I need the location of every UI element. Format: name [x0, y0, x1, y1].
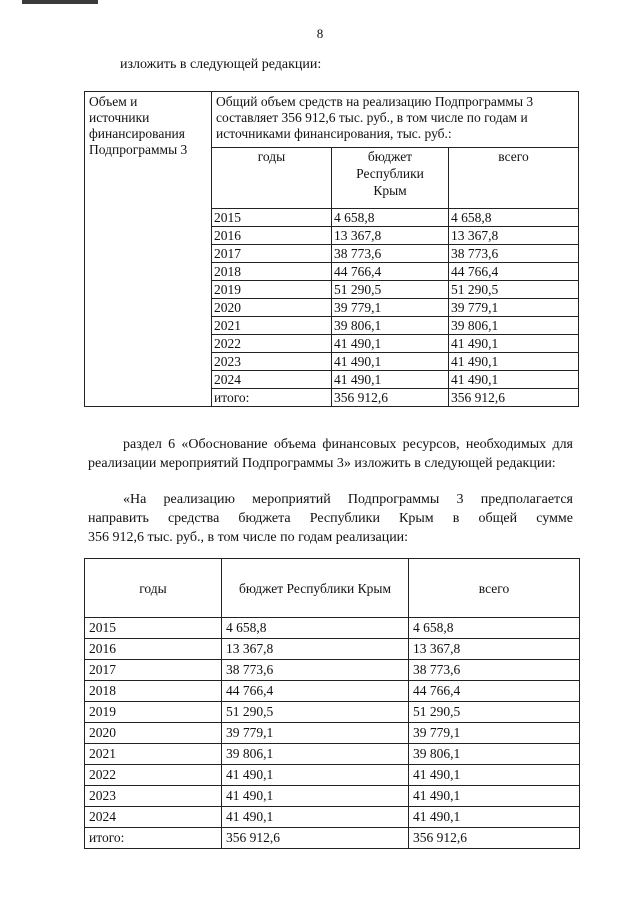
- passport-description-line: источниками финансирования, тыс. руб.:: [216, 126, 452, 141]
- budget-cell: 41 490,1: [332, 335, 449, 353]
- paragraph-line: направить средства бюджета Республики Крым в общей сумме: [88, 511, 573, 526]
- year-cell: 2024: [212, 371, 332, 389]
- year-cell: 2022: [85, 765, 222, 786]
- scan-mark: [22, 0, 98, 4]
- table-row: [85, 744, 580, 765]
- total-cell: 4 658,8: [449, 209, 579, 227]
- total-cell: 44 766,4: [449, 263, 579, 281]
- year-cell: 2020: [85, 723, 222, 744]
- budget-cell: 38 773,6: [332, 245, 449, 263]
- budget-cell: 51 290,5: [332, 281, 449, 299]
- section-6-paragraph: [88, 435, 573, 473]
- passport-header-budget-line: Республики: [356, 166, 424, 181]
- total-cell: 39 806,1: [449, 317, 579, 335]
- paragraph-line: реализации мероприятий Подпрограммы 3» изложить в следующей редакции:: [88, 456, 556, 471]
- total-cell: 13 367,8: [449, 227, 579, 245]
- year-cell: 2024: [85, 807, 222, 828]
- passport-header-budget-line: Крым: [373, 183, 407, 198]
- total-cell: 356 912,6: [449, 389, 579, 407]
- finance-header-row: [85, 559, 580, 618]
- total-cell: 41 490,1: [409, 807, 580, 828]
- passport-header-years: годы: [212, 148, 332, 209]
- budget-cell: 44 766,4: [332, 263, 449, 281]
- table-row: [85, 765, 580, 786]
- budget-cell: 39 806,1: [332, 317, 449, 335]
- passport-description-line: составляет 356 912,6 тыс. руб., в том числе по годам и: [216, 110, 528, 125]
- table-row: [85, 807, 580, 828]
- year-cell: 2019: [85, 702, 222, 723]
- budget-cell: 51 290,5: [222, 702, 409, 723]
- year-cell: 2021: [212, 317, 332, 335]
- year-cell: 2020: [212, 299, 332, 317]
- year-cell: 2023: [212, 353, 332, 371]
- budget-cell: 39 806,1: [222, 744, 409, 765]
- budget-cell: 4 658,8: [332, 209, 449, 227]
- budget-cell: 41 490,1: [332, 353, 449, 371]
- budget-cell: 44 766,4: [222, 681, 409, 702]
- passport-description-line: Общий объем средств на реализацию Подпрограммы 3: [216, 94, 534, 109]
- table-row: [85, 618, 580, 639]
- total-cell: 13 367,8: [409, 639, 580, 660]
- table-row: [85, 681, 580, 702]
- budget-cell: 4 658,8: [222, 618, 409, 639]
- finance-header-years: годы: [85, 559, 222, 618]
- total-cell: 41 490,1: [449, 335, 579, 353]
- paragraph-line: раздел 6 «Обоснование объема финансовых ресурсов, необходимых для: [123, 437, 573, 452]
- year-cell: 2018: [212, 263, 332, 281]
- passport-header-budget: [332, 148, 449, 209]
- budget-cell: 13 367,8: [332, 227, 449, 245]
- table-row: [85, 723, 580, 744]
- table-row: [85, 639, 580, 660]
- total-cell: 41 490,1: [409, 786, 580, 807]
- passport-header-total: всего: [449, 148, 579, 209]
- budget-cell: 356 912,6: [222, 828, 409, 849]
- total-cell: 51 290,5: [449, 281, 579, 299]
- year-cell: 2015: [212, 209, 332, 227]
- total-cell: 4 658,8: [409, 618, 580, 639]
- passport-header-budget-line: бюджет: [367, 149, 413, 164]
- finance-header-total: всего: [409, 559, 580, 618]
- passport-label-line: Объем и: [89, 94, 138, 109]
- year-cell: 2016: [85, 639, 222, 660]
- table-row: [85, 660, 580, 681]
- intro-line: изложить в следующей редакции:: [120, 57, 322, 72]
- passport-label-cell: [85, 92, 212, 407]
- total-cell: 38 773,6: [449, 245, 579, 263]
- budget-cell: 39 779,1: [222, 723, 409, 744]
- total-cell: 51 290,5: [409, 702, 580, 723]
- total-cell: 41 490,1: [449, 353, 579, 371]
- budget-cell: 41 490,1: [222, 786, 409, 807]
- passport-description-cell: [212, 92, 579, 148]
- year-cell: 2015: [85, 618, 222, 639]
- budget-cell: 38 773,6: [222, 660, 409, 681]
- total-cell: 356 912,6: [409, 828, 580, 849]
- table-row: [85, 702, 580, 723]
- total-cell: 39 779,1: [449, 299, 579, 317]
- passport-title-row: [85, 92, 579, 148]
- budget-cell: 356 912,6: [332, 389, 449, 407]
- year-cell: 2023: [85, 786, 222, 807]
- total-cell: 41 490,1: [449, 371, 579, 389]
- budget-cell: 39 779,1: [332, 299, 449, 317]
- budget-cell: 41 490,1: [222, 807, 409, 828]
- table-row: [85, 786, 580, 807]
- year-cell: 2017: [85, 660, 222, 681]
- passport-label-line: финансирования: [89, 126, 185, 141]
- year-cell: 2016: [212, 227, 332, 245]
- quote-paragraph: [88, 490, 573, 547]
- year-cell: 2019: [212, 281, 332, 299]
- passport-label-line: Подпрограммы 3: [89, 142, 188, 157]
- passport-label-line: источники: [89, 110, 150, 125]
- total-row: [85, 828, 580, 849]
- total-cell: 38 773,6: [409, 660, 580, 681]
- passport-table: [84, 91, 579, 407]
- total-cell: 41 490,1: [409, 765, 580, 786]
- year-cell: 2018: [85, 681, 222, 702]
- year-cell: 2022: [212, 335, 332, 353]
- page-number: 8: [316, 26, 324, 41]
- year-cell: итого:: [85, 828, 222, 849]
- budget-cell: 41 490,1: [222, 765, 409, 786]
- total-cell: 44 766,4: [409, 681, 580, 702]
- year-cell: 2021: [85, 744, 222, 765]
- finance-table: [84, 558, 580, 849]
- paragraph-line: «На реализацию мероприятий Подпрограммы 3 предполагается: [123, 492, 573, 507]
- budget-cell: 41 490,1: [332, 371, 449, 389]
- finance-header-budget: бюджет Республики Крым: [222, 559, 409, 618]
- total-cell: 39 779,1: [409, 723, 580, 744]
- budget-cell: 13 367,8: [222, 639, 409, 660]
- paragraph-line: 356 912,6 тыс. руб., в том числе по годам реализации:: [88, 530, 409, 545]
- year-cell: 2017: [212, 245, 332, 263]
- year-cell: итого:: [212, 389, 332, 407]
- total-cell: 39 806,1: [409, 744, 580, 765]
